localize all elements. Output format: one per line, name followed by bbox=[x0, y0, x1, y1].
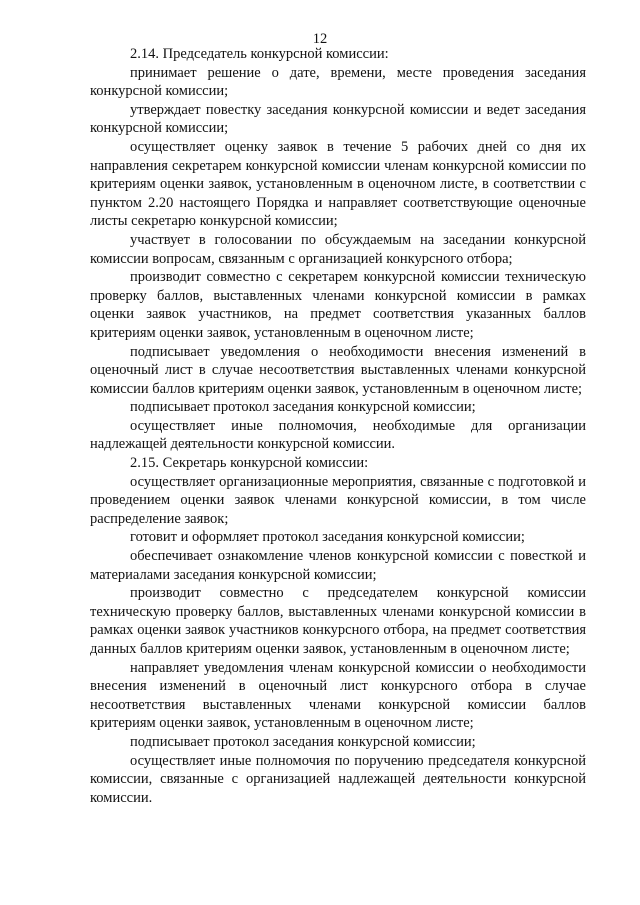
paragraph: участвует в голосовании по обсуждаемым на заседании конкурсной комиссии вопросам, связанным с организацией конкурсного отбора; bbox=[90, 231, 586, 267]
paragraph: подписывает протокол заседания конкурсной комиссии; bbox=[130, 399, 476, 416]
paragraph: утверждает повестку заседания конкурсной комиссии и ведет заседания конкурсной комиссии; bbox=[90, 101, 586, 137]
paragraph: осуществляет иные полномочия, необходимые для организации надлежащей деятельности конкурсной комиссии. bbox=[90, 417, 586, 453]
section-heading-2-15: 2.15. Секретарь конкурсной комиссии: bbox=[130, 455, 369, 472]
paragraph: принимает решение о дате, времени, месте проведения заседания конкурсной комиссии; bbox=[90, 64, 586, 100]
paragraph: производит совместно с председателем конкурсной комиссии техническую проверку баллов, выставленных членами конкурсной комиссии в рамках оценки заявок участников конкурсного отбора, на предмет соответствия данных баллов критериям оценки заявок, установленным в оценочном листе; bbox=[90, 585, 586, 657]
page-number: 12 bbox=[312, 31, 328, 47]
paragraph: осуществляет организационные мероприятия, связанные с подготовкой и проведением оценки заявок членами конкурсной комиссии, в том числе распределение заявок; bbox=[90, 473, 586, 527]
paragraph: осуществляет оценку заявок в течение 5 рабочих дней со дня их направления секретарем конкурсной комиссии членам конкурсной комиссии по критериям оценки заявок, установленным в оценочном листе, в соответствии с пунктом 2.20 настоящего Порядка и направляет соответствующие оценочные листы секретарю конкурсной комиссии; bbox=[90, 138, 586, 230]
paragraph: обеспечивает ознакомление членов конкурсной комиссии с повесткой и материалами заседания конкурсной комиссии; bbox=[90, 548, 586, 583]
section-heading-2-14: 2.14. Председатель конкурсной комиссии: bbox=[130, 46, 389, 62]
paragraph: подписывает протокол заседания конкурсной комиссии; bbox=[130, 733, 476, 750]
paragraph: производит совместно с секретарем конкурсной комиссии техническую проверку баллов, выставленных членами конкурсной комиссии в рамках оценки заявок участников, на предмет соответствия указанных баллов критериям оценки заявок, установленным в оценочном листе; bbox=[90, 269, 586, 341]
paragraph: готовит и оформляет протокол заседания конкурсной комиссии; bbox=[130, 529, 525, 546]
paragraph: подписывает уведомления о необходимости внесения изменений в оценочный лист в случае несоответствия выставленных членами конкурсной комиссии баллов критериям оценки заявок, установленным в оценочном листе; bbox=[90, 343, 586, 397]
paragraph: осуществляет иные полномочия по поручению председателя конкурсной комиссии, связанные с организацией надлежащей деятельности конкурсной комиссии. bbox=[90, 752, 586, 806]
document-body bbox=[90, 45, 586, 807]
paragraph: направляет уведомления членам конкурсной комиссии о необходимости внесения изменений в оценочный лист конкурсного отбора в случае несоответствия выставленных членами конкурсной комиссии баллов критериям оценки заявок, установленным в оценочном листе; bbox=[90, 659, 586, 732]
